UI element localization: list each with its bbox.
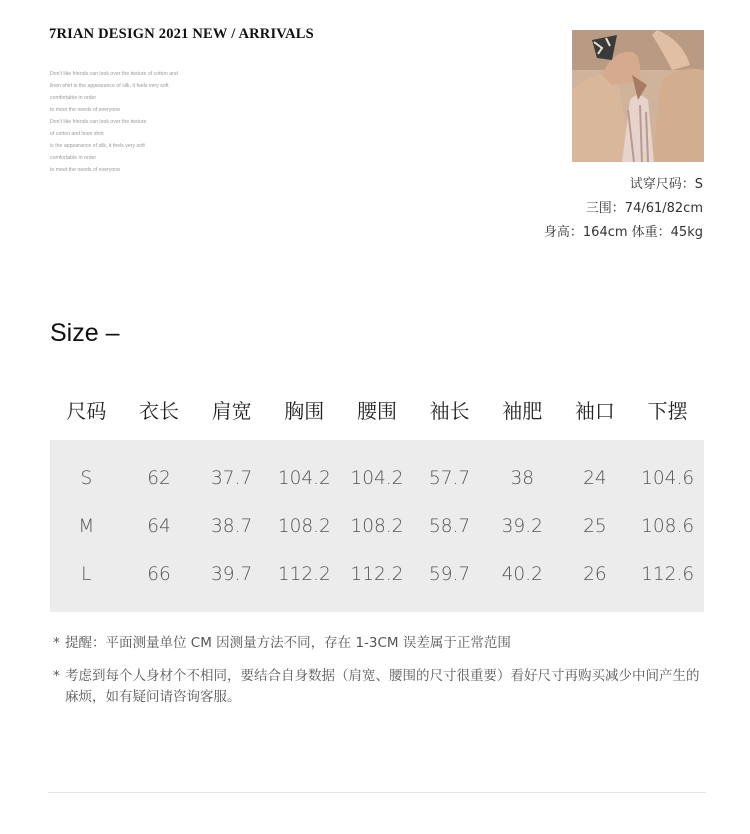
brand-blurb — [50, 68, 220, 176]
size-table — [50, 378, 704, 612]
table-cell: 66 — [147, 563, 171, 585]
blurb-line: to meet the needs of everyone — [50, 107, 121, 113]
table-cell: 108.2 — [277, 515, 331, 537]
model-photo — [572, 30, 704, 162]
table-cell: 112.2 — [350, 563, 404, 585]
table-cell: L — [81, 563, 92, 585]
column-header: 胸围 — [284, 398, 325, 423]
table-cell: 26 — [583, 563, 607, 585]
size-section-title: Size – — [50, 319, 120, 347]
column-header: 尺码 — [66, 398, 107, 423]
blurb-line: of cotton and linen shirt — [50, 131, 104, 137]
table-cell: 64 — [147, 515, 171, 537]
size-notes — [53, 633, 703, 720]
fit-size: 试穿尺码：S — [629, 177, 703, 192]
table-row — [50, 502, 704, 550]
note-bullet: * — [53, 635, 60, 651]
note-text: 提醒：平面测量单位 CM 因测量方法不同，存在 1-3CM 误差属于正常范围 — [65, 635, 511, 651]
table-cell: 59.7 — [429, 563, 471, 585]
blurb-line: linen shirt is the appearance of silk, it feels very soft — [50, 83, 169, 89]
blurb-line: Don't like friends can look over the texture of cotton and — [50, 71, 178, 77]
model-fit-info — [544, 173, 703, 245]
brand-title: 7RIAN DESIGN 2021 NEW / ARRIVALS — [49, 26, 314, 42]
blurb-line: comfortable in order — [50, 155, 97, 161]
note-item — [53, 666, 703, 708]
column-header: 袖口 — [574, 398, 615, 423]
table-cell: 104.6 — [641, 467, 695, 489]
note-text: 考虑到每个人身材个不相同，要结合自身数据（肩宽、腰围的尺寸很重要）看好尺寸再购买减少中间产生的麻烦，如有疑问请咨询客服。 — [65, 668, 700, 705]
table-row — [50, 550, 704, 612]
table-cell: 25 — [583, 515, 607, 537]
table-cell: 38.7 — [211, 515, 253, 537]
fit-height-weight: 身高：164cm 体重：45kg — [543, 225, 703, 240]
table-cell: 108.2 — [350, 515, 404, 537]
table-cell: 39.2 — [501, 515, 543, 537]
table-cell: 104.2 — [350, 467, 404, 489]
table-cell: S — [80, 467, 93, 489]
note-item — [53, 633, 703, 654]
table-cell: 39.7 — [211, 563, 253, 585]
column-header: 腰围 — [356, 398, 397, 423]
table-cell: 38 — [510, 467, 535, 489]
table-cell: 62 — [147, 467, 171, 489]
blurb-line: Don't like friends can look over the texture — [50, 119, 147, 125]
column-header: 袖长 — [429, 398, 470, 423]
model-photo-illustration — [572, 30, 704, 162]
column-header: 袖肥 — [502, 398, 543, 423]
table-cell: 57.7 — [429, 467, 471, 489]
table-cell: 108.6 — [641, 515, 695, 537]
column-header: 衣长 — [138, 398, 179, 423]
blurb-line: to meet the needs of everyone — [50, 167, 121, 173]
table-cell: 58.7 — [429, 515, 471, 537]
table-row — [50, 440, 704, 502]
table-cell: 112.2 — [277, 563, 331, 585]
table-cell: 112.6 — [641, 563, 695, 585]
bottom-divider — [48, 792, 706, 793]
table-cell: 24 — [583, 467, 607, 489]
size-table-header — [50, 378, 704, 440]
note-bullet: * — [53, 668, 60, 684]
blurb-line: comfortable in order — [50, 95, 97, 101]
fit-measurements: 三围：74/61/82cm — [585, 201, 703, 216]
table-cell: 37.7 — [211, 467, 253, 489]
table-cell: M — [78, 515, 95, 537]
table-cell: 104.2 — [277, 467, 331, 489]
table-cell: 40.2 — [501, 563, 543, 585]
column-header: 下摆 — [647, 398, 688, 423]
blurb-line: is the appearance of silk, it feels very soft — [50, 143, 145, 149]
column-header: 肩宽 — [211, 398, 252, 423]
